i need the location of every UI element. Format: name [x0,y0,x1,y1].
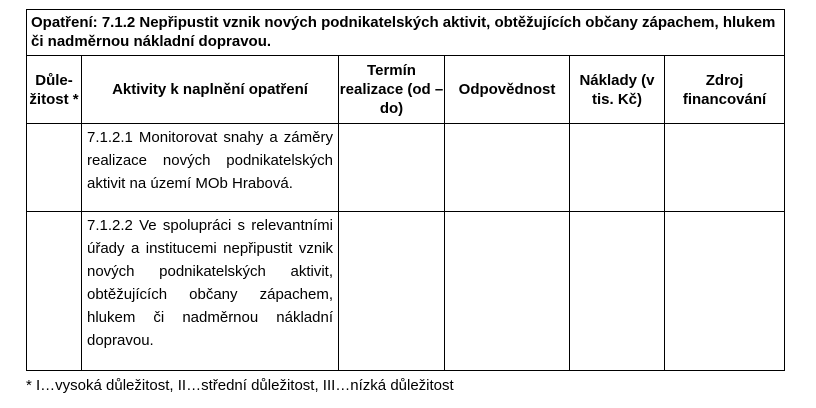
cell-source [665,124,785,212]
header-responsibility: Odpovědnost [445,56,570,124]
cell-activity: 7.1.2.1 Monitorovat snahy a záměry realizace nových podnikatelských aktivit na území MOb Hrabová. [82,124,339,212]
table-row [27,212,785,371]
header-row [27,56,785,124]
cell-costs [570,124,665,212]
cell-importance [27,124,82,212]
cell-term [339,212,445,371]
cell-responsibility [445,124,570,212]
cell-responsibility [445,212,570,371]
title-row [27,10,785,56]
cell-costs [570,212,665,371]
cell-term [339,124,445,212]
header-source: Zdroj financování [665,56,785,124]
measure-title: Opatření: 7.1.2 Nepřipustit vznik nových podnikatelských aktivit, obtěžujících občany zápachem, hlukem či nadměrnou nákladní dopravou. [27,10,785,56]
measure-table [26,9,785,371]
table-row [27,124,785,212]
header-term: Termín realizace (od – do) [339,56,445,124]
header-costs: Náklady (v tis. Kč) [570,56,665,124]
cell-importance [27,212,82,371]
importance-footnote: * I…vysoká důležitost, II…střední důležitost, III…nízká důležitost [26,377,454,394]
header-importance: Důle-žitost * [27,56,82,124]
cell-source [665,212,785,371]
cell-activity: 7.1.2.2 Ve spolupráci s relevantními úřady a institucemi nepřipustit vznik nových podnikatelských aktivit, obtěžujících občany zápachem, hlukem či nadměrnou nákladní dopravou. [82,212,339,371]
header-activities: Aktivity k naplnění opatření [82,56,339,124]
